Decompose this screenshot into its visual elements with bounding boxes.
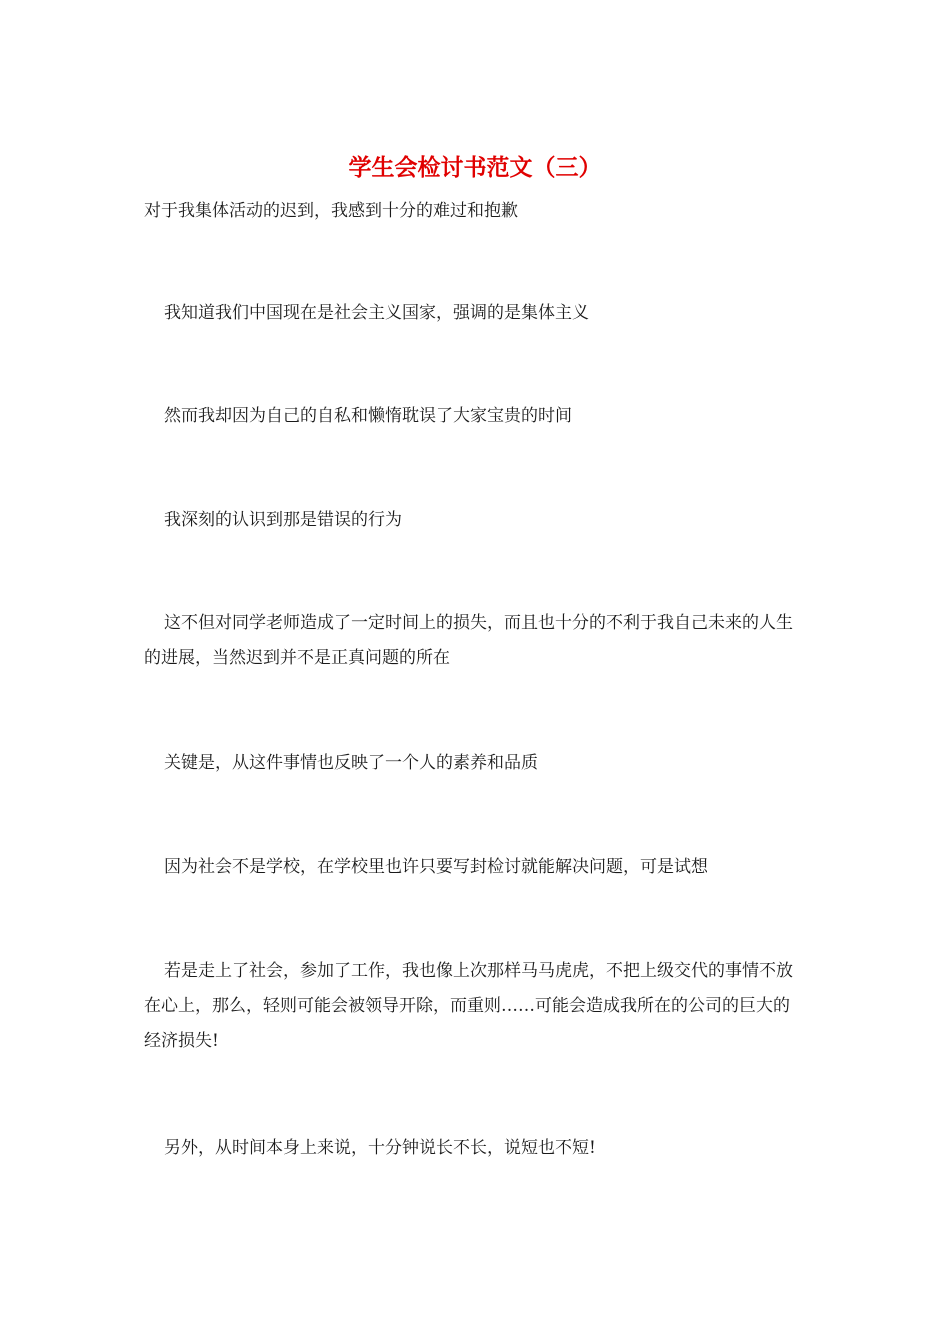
paragraph-9: 另外，从时间本身上来说，十分钟说长不长，说短也不短!: [164, 1138, 596, 1158]
paragraph-2: 我知道我们中国现在是社会主义国家，强调的是集体主义: [164, 303, 589, 323]
paragraph-1: 对于我集体活动的迟到，我感到十分的难过和抱歉: [144, 201, 518, 221]
paragraph-3: 然而我却因为自己的自私和懒惰耽误了大家宝贵的时间: [164, 406, 572, 426]
document-title: 学生会检讨书范文（三）: [348, 154, 602, 181]
paragraph-6: 关键是，从这件事情也反映了一个人的素养和品质: [164, 753, 538, 773]
paragraph-4: 我深刻的认识到那是错误的行为: [164, 510, 402, 530]
paragraph-5: 这不但对同学老师造成了一定时间上的损失，而且也十分的不利于我自己未来的人生的进展，当然迟到并不是正真问题的所在: [144, 613, 793, 668]
paragraph-8: 若是走上了社会，参加了工作，我也像上次那样马马虎虎，不把上级交代的事情不放在心上，那么，轻则可能会被领导开除，而重则……可能会造成我所在的公司的巨大的经济损失!: [144, 961, 793, 1051]
paragraph-7: 因为社会不是学校，在学校里也许只要写封检讨就能解决问题，可是试想: [164, 857, 708, 877]
